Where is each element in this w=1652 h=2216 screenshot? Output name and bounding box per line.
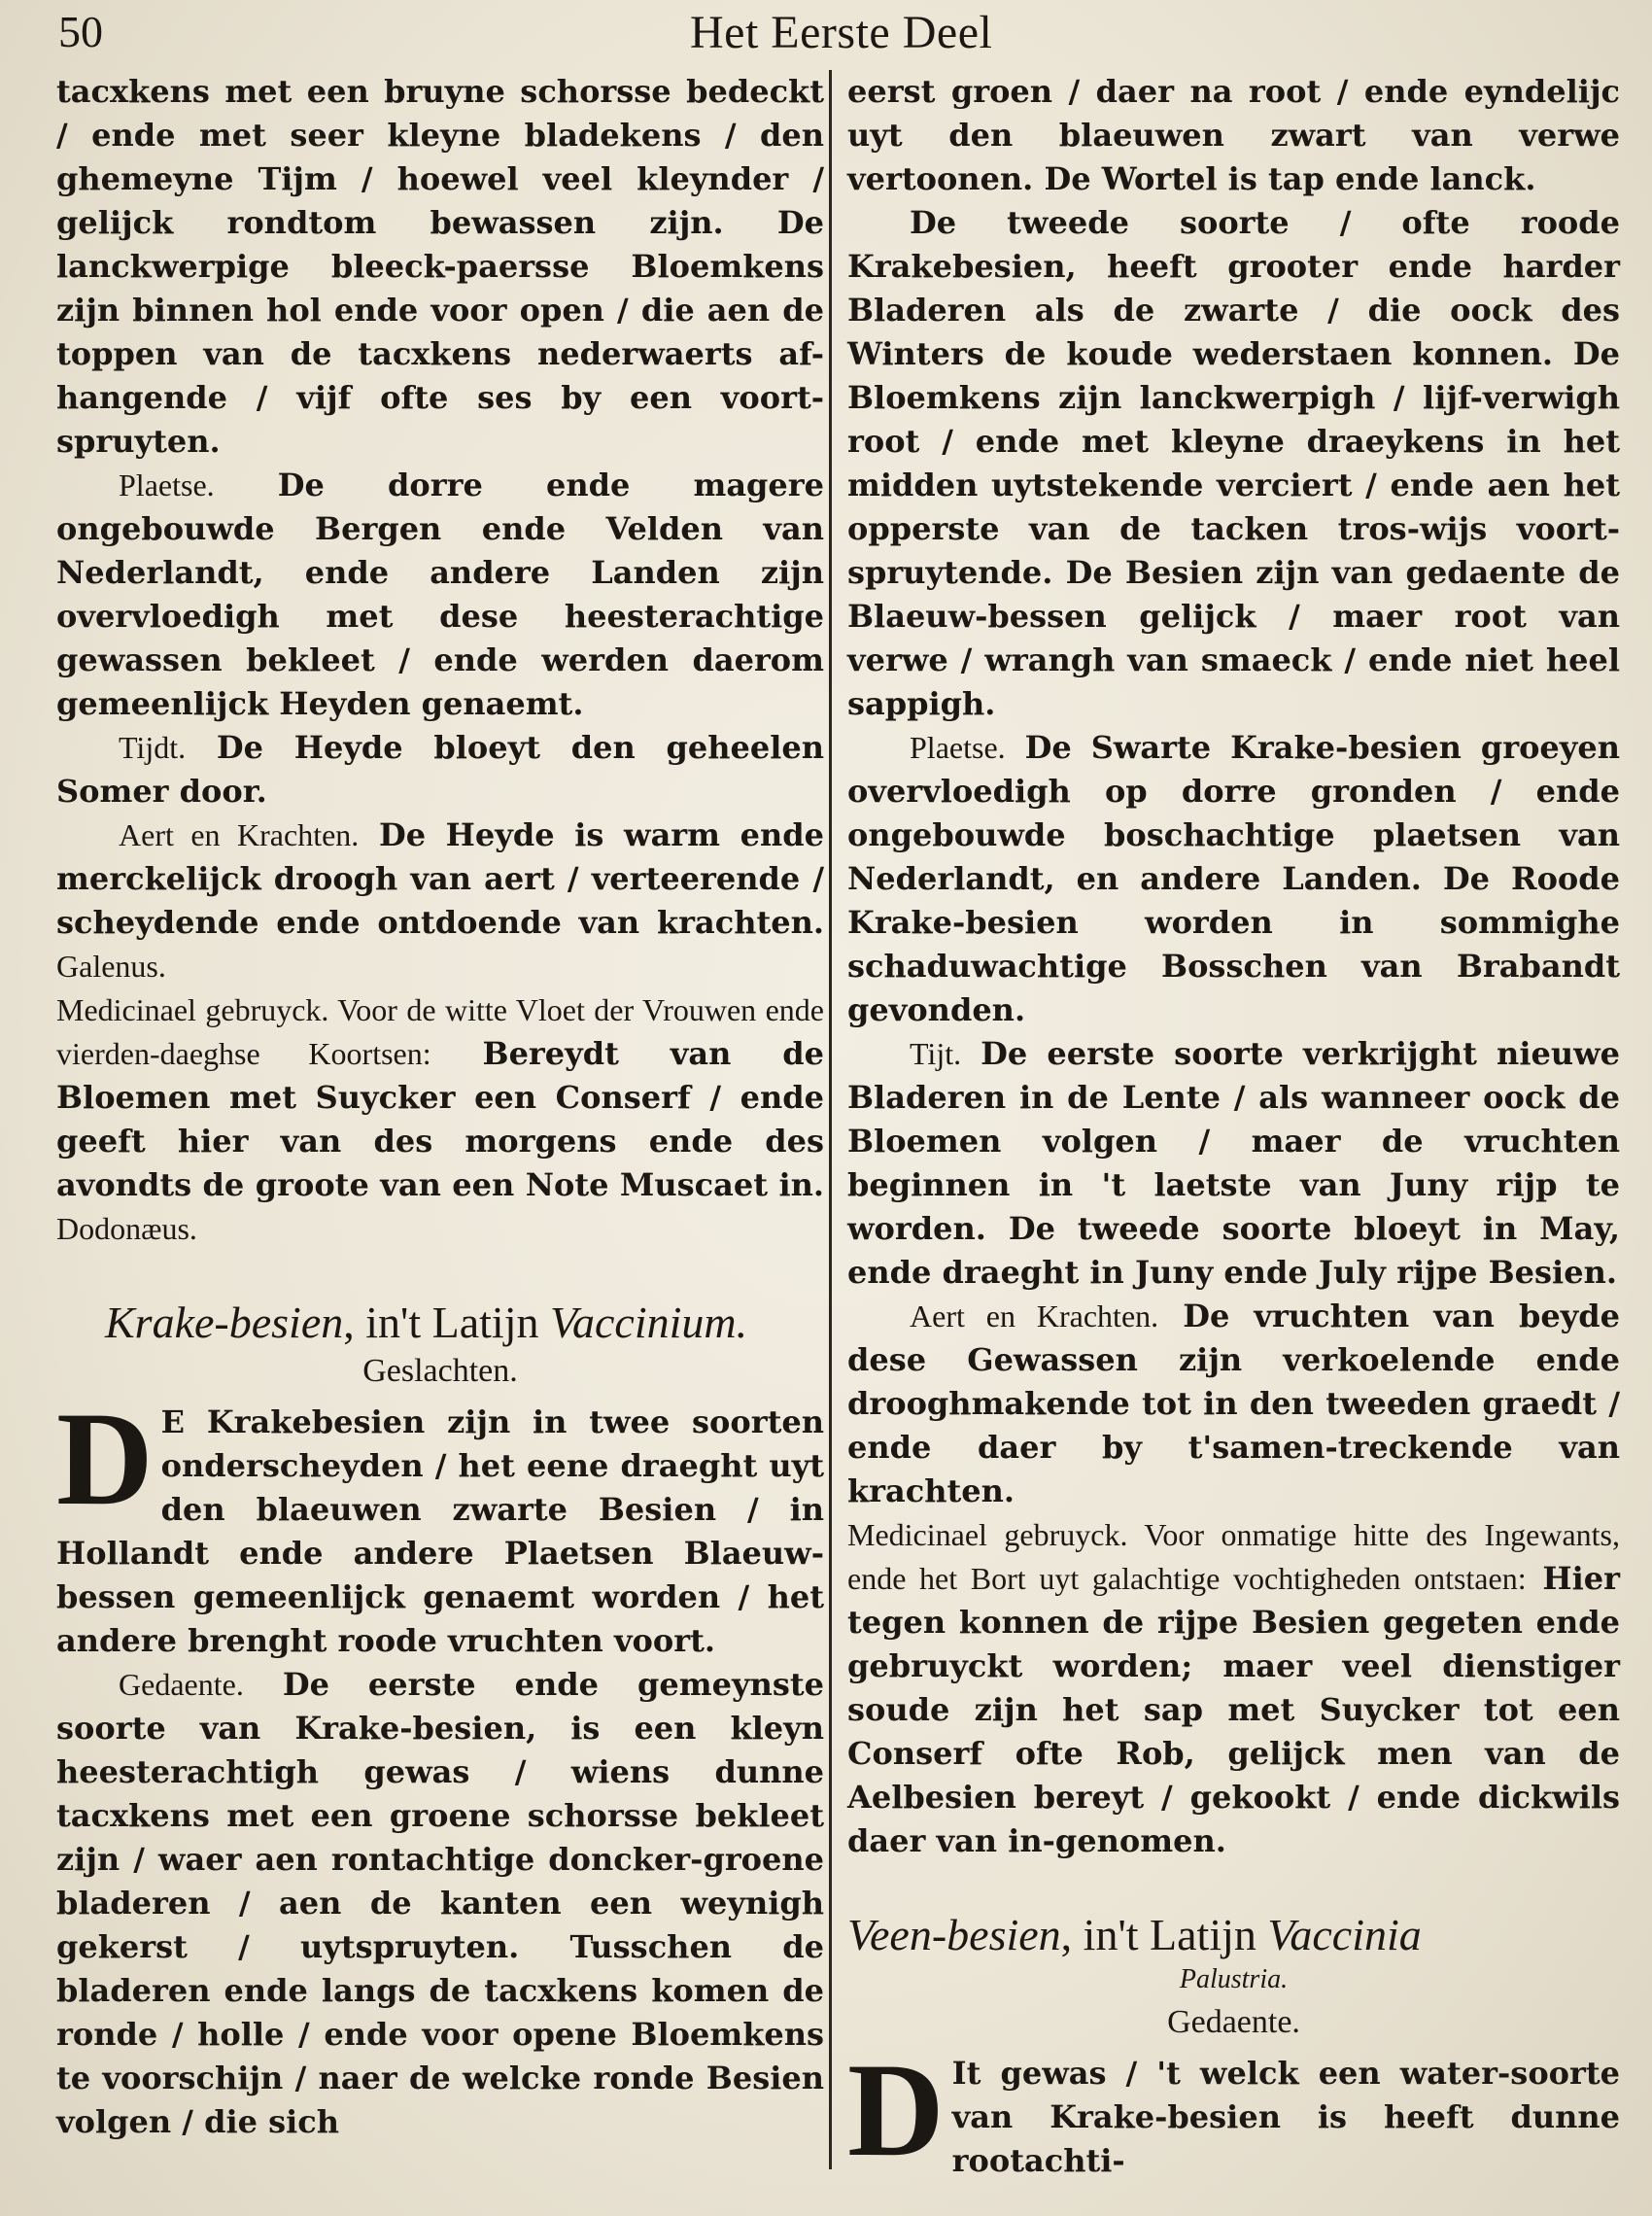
heading-latin-sub: Palustria.	[1179, 1964, 1289, 1994]
kinds-text: E Krakebesien zijn in twee soorten onderscheyden / het eene draeght uyt den blaeuwen zwarte Besien / in Hollandt ende andere Plaetsen Blaeuw-bessen gemeenlijck genaemt worden / het andere brenght roode vruchten voort.	[56, 1403, 824, 1659]
section-geslachten: Geslachten.	[362, 1353, 518, 1389]
page-number: 50	[58, 7, 103, 56]
label-plaetse: Plaetse.	[910, 730, 1006, 765]
time-text: De Heyde bloeyt den geheelen Somer door.	[56, 729, 824, 810]
fruit-colour: eerst groen / daer na root / ende eyndelijc uyt den blaeuwen zwart van verwe vertoonen. De Wortel is tap ende lanck.	[847, 73, 1620, 197]
medicinal-text: Bereydt van de Bloemen met Suycker een Conserf / ende geeft hier van des morgens ende des avondts de groote van een Note Muscaet in.	[56, 1035, 824, 1203]
page-header	[58, 2, 1613, 62]
krake-properties	[847, 1295, 1620, 1513]
drop-cap: D	[56, 1384, 154, 1533]
label-aert: Aert en Krachten.	[910, 1298, 1159, 1333]
habitat-text: De Swarte Krake-besien groeyen overvloedigh op dorre gronden / ende ongebouwde boschachtige plaetsen van Nederlandt, en andere Landen. De Roode Krake-besien worden in sommighe schaduwachtige Bosschen van Brabandt gevonden.	[847, 729, 1620, 1028]
label-tijdt: Tijdt.	[119, 730, 187, 765]
label-aert: Aert en Krachten.	[119, 817, 360, 852]
shape-text: De eerste ende gemeynste soorte van Krake-besien, is een kleyn heesterachtigh gewas / wiens dunne tacxkens met een groene schorsse bekleet zijn / waer aen rontachtige doncker-groene bladeren / aen de kanten een weynigh gekerst / uytspruyten. Tusschen de bladeren ende langs de tacxkens komen de ronde / holle / ende voor opene Bloemkens te voorschijn / naer de welcke ronde Besien volgen / die sich	[56, 1666, 824, 2140]
heading-latin-name: Vaccinia	[1267, 1910, 1422, 1959]
kinds-paragraph	[56, 1384, 824, 1663]
source-galenus: Galenus.	[56, 949, 166, 984]
heading-krake-besien	[56, 1298, 824, 1348]
left-column	[56, 70, 824, 2144]
heath-medicinal	[56, 988, 824, 1251]
label-gedaente: Gedaente.	[119, 1667, 244, 1702]
column-divider	[829, 70, 832, 2169]
veen-shape-text: It gewas / 't welck een water-soorte van Krake-besien is heeft dunne rootachti-	[951, 2055, 1620, 2179]
label-medicinael: Medicinael gebruyck. Voor de witte Vloet der Vrouwen ende vierden-daeghse Koortsen:	[56, 992, 824, 1071]
second-kind: De tweede soorte / ofte roode Krakebesien, heeft grooter ende harder Bladeren als de zwarte / die oock des Winters de koude wederstaen konnen. De Bloemkens zijn lanckwerpigh / lijf-verwigh root / ende met kleyne draeykens in het midden uytstekende verciert / ende aen het opperste van de tacken tros-wijs voort-spruytende. De Besien zijn van gedaente de Blaeuw-bessen gelijck / maer root van verwe / wrangh van smaeck / ende niet heel sappigh.	[847, 204, 1620, 722]
label-medicinael: Medicinael gebruyck. Voor onmatige hitte des Ingewants, ende het Bort uyt galachtige vochtigheden ontstaen:	[847, 1517, 1620, 1596]
krake-time	[847, 1032, 1620, 1295]
properties-text: De vruchten van beyde dese Gewassen zijn verkoelende ende drooghmakende tot in den tweeden graedt / ende daer by t'samen-treckende van krachten.	[847, 1298, 1621, 1509]
heath-habitat	[56, 464, 824, 726]
right-column	[847, 70, 1620, 2183]
section-gedaente: Gedaente.	[1167, 2004, 1300, 2040]
heading-title: Krake-besien	[105, 1298, 344, 1347]
heading-latin-intro: , in't Latijn	[1060, 1910, 1268, 1959]
source-dodonaeus: Dodonæus.	[56, 1211, 197, 1246]
heath-time	[56, 726, 824, 814]
heading-title: Veen-besien	[847, 1910, 1061, 1959]
running-head: Het Eerste Deel	[690, 7, 993, 58]
shape-paragraph	[56, 1663, 824, 2144]
heath-properties	[56, 814, 824, 988]
heading-veen-besien	[847, 1910, 1620, 1960]
drop-cap: D	[847, 2035, 945, 2184]
krake-medicinal	[847, 1513, 1620, 1863]
label-tijt: Tijt.	[910, 1036, 962, 1071]
habitat-text: De dorre ende magere ongebouwde Bergen ende Velden van Nederlandt, ende andere Landen zijn overvloedigh met dese heesterachtige gewassen bekleet / ende werden daerom gemeenlijck Heyden genaemt.	[56, 467, 824, 722]
heading-latin-intro: , in't Latijn	[343, 1298, 550, 1347]
veen-shape-paragraph	[847, 2035, 1620, 2184]
heath-description: tacxkens met een bruyne schorsse bedeckt / ende met seer kleyne bladekens / den ghemeyne Tijm / hoewel veel kleynder / gelijck rondtom bewassen zijn. De lanckwerpige bleeck-paersse Bloemkens zijn binnen hol ende voor open / die aen de toppen van de tacxkens nederwaerts af-hangende / vijf ofte ses by een voort-spruyten.	[56, 73, 824, 460]
properties-text: De Heyde is warm ende merckelijck droogh van aert / verteerende / scheydende ende ontdoende van krachten.	[56, 816, 825, 941]
time-text: De eerste soorte verkrijght nieuwe Bladeren in de Lente / als wanneer oock de Bloemen volgen / maer de vruchten beginnen in 't laetste van Juny rijp te worden. De tweede soorte bloeyt in May, ende draeght in Juny ende July rijpe Besien.	[847, 1035, 1620, 1291]
heading-latin-name: Vaccinium.	[549, 1298, 748, 1347]
krake-habitat	[847, 726, 1620, 1032]
label-plaetse: Plaetse.	[119, 467, 215, 502]
medicinal-text: Hier tegen konnen de rijpe Besien gegeten ende gebruyckt worden; maer veel dienstiger soude zijn het sap met Suycker tot een Conserf ofte Rob, gelijck men van de Aelbesien bereyt / gekookt / ende dickwils daer van in-genomen.	[847, 1560, 1621, 1859]
